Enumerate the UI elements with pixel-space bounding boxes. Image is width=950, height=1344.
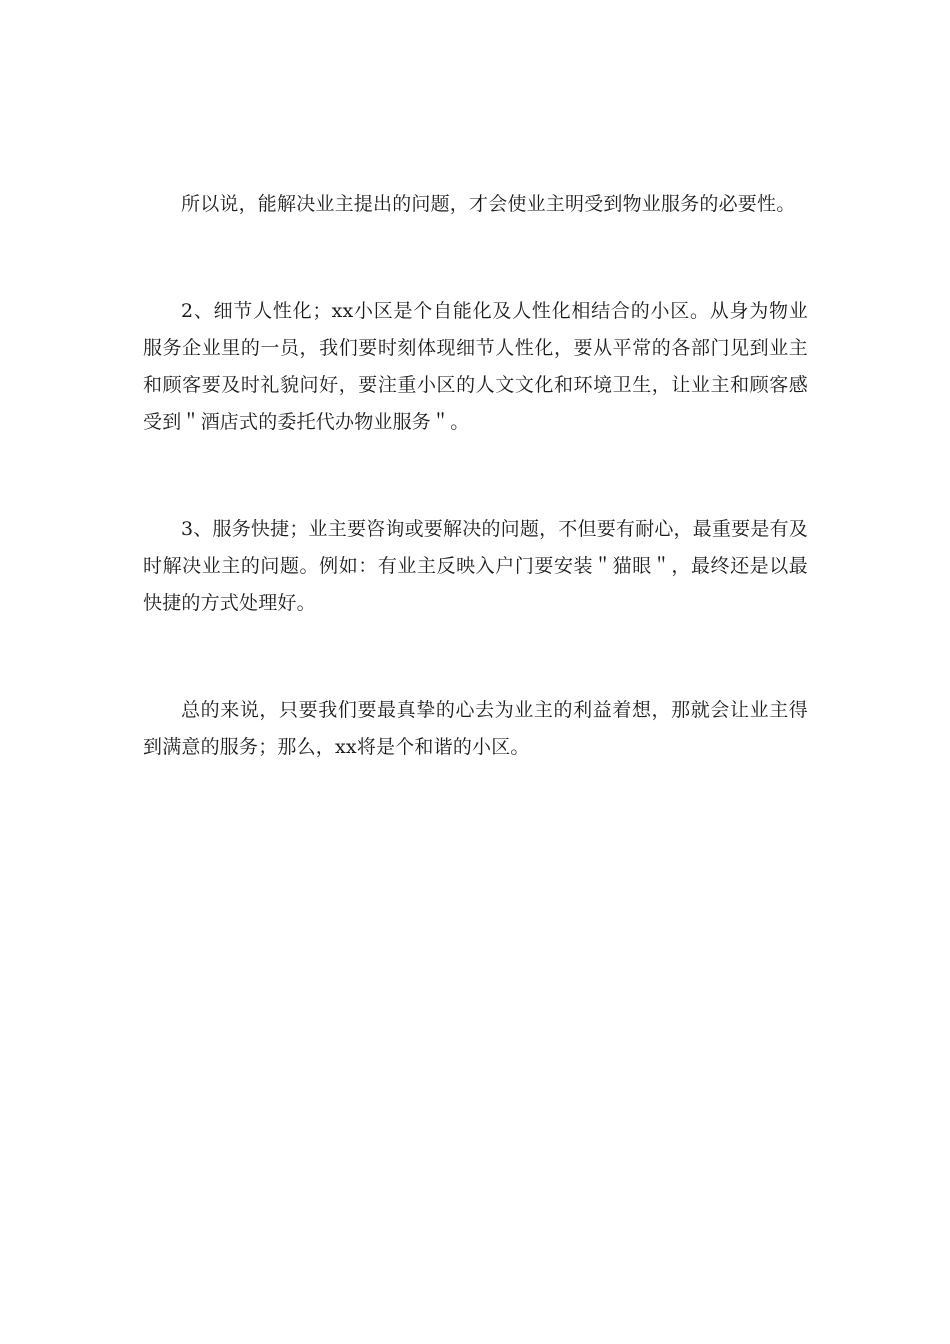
paragraph-item-3-fast-service: 3、服务快捷；业主要咨询或要解决的问题，不但要有耐心，最重要是有及时解决业主的问题。例如：有业主反映入户门要安装＂猫眼＂，最终还是以最快捷的方式处理好。 bbox=[143, 518, 808, 614]
document-body bbox=[143, 186, 808, 766]
paragraph-conclusion-intro: 所以说，能解决业主提出的问题，才会使业主明受到物业服务的必要性。 bbox=[181, 193, 796, 215]
paragraph-item-2-detail-humanization: 2、细节人性化；xx小区是个自能化及人性化相结合的小区。从身为物业服务企业里的一员，我们要时刻体现细节人性化，要从平常的各部门见到业主和顾客要及时礼貌问好，要注重小区的人文文化和环境卫生，让业主和顾客感受到＂酒店式的委托代办物业服务＂。 bbox=[143, 300, 808, 433]
paragraph-summary: 总的来说，只要我们要最真挚的心去为业主的利益着想，那就会让业主得到满意的服务；那么，xx将是个和谐的小区。 bbox=[143, 699, 808, 758]
